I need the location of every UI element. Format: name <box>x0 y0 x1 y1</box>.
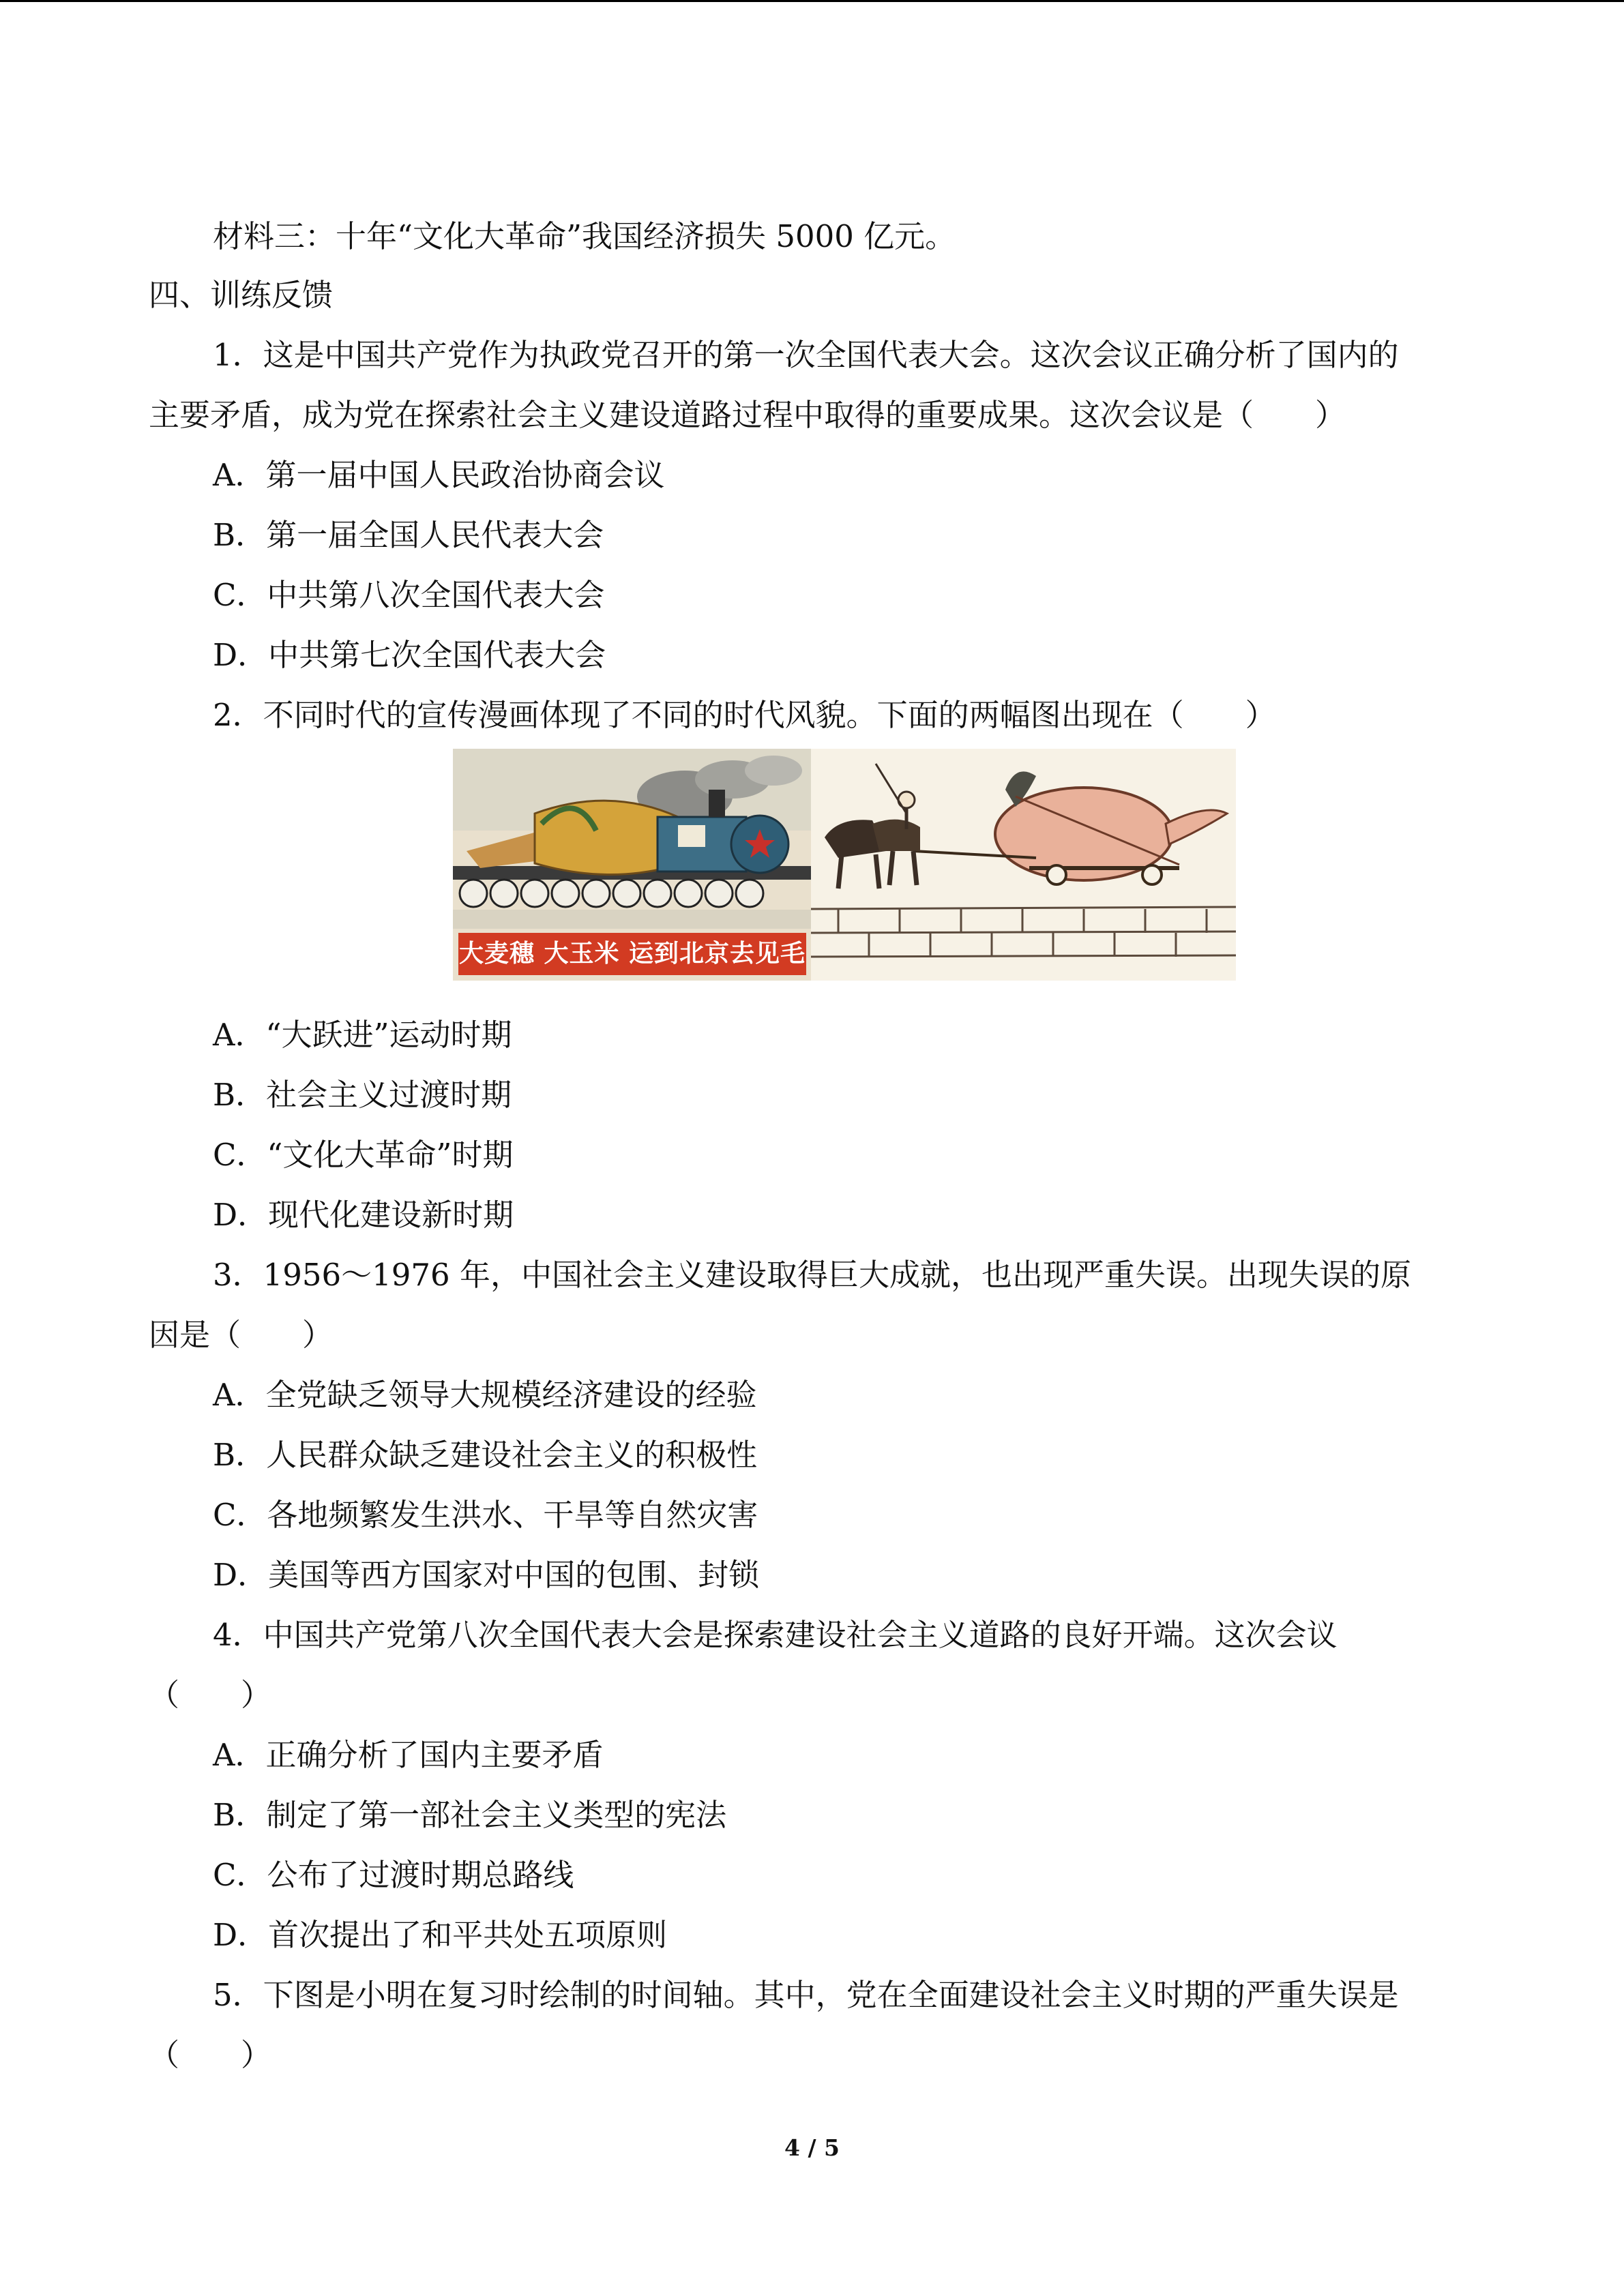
question-2-option-d: D．现代化建设新时期 <box>213 1197 514 1233</box>
question-4-line-2: （ ） <box>149 1677 272 1713</box>
oxcart-cartoon <box>811 749 1236 981</box>
question-4-option-d: D．首次提出了和平共处五项原则 <box>213 1917 668 1953</box>
question-1-option-b: B．第一届全国人民代表大会 <box>213 517 604 553</box>
question-2-option-a: A．“大跃进”运动时期 <box>213 1017 512 1053</box>
question-4-option-c: C．公布了过渡时期总路线 <box>213 1857 574 1893</box>
propaganda-cartoons <box>453 749 1236 1010</box>
question-2-option-c: C．“文化大革命”时期 <box>213 1137 514 1173</box>
question-2-option-b: B．社会主义过渡时期 <box>213 1077 512 1113</box>
train-cartoon <box>453 749 811 1010</box>
section-heading: 四、训练反馈 <box>149 277 334 313</box>
question-1-line-1: 1．这是中国共产党作为执政党召开的第一次全国代表大会。这次会议正确分析了国内的 <box>213 337 1399 373</box>
question-3-option-a: A．全党缺乏领导大规模经济建设的经验 <box>213 1377 757 1413</box>
page-top-border <box>0 0 1624 2</box>
question-3-option-d: D．美国等西方国家对中国的包围、封锁 <box>213 1557 760 1593</box>
question-3-line-2: 因是（ ） <box>149 1317 334 1353</box>
question-4-option-a: A．正确分析了国内主要矛盾 <box>213 1737 604 1773</box>
oxcart-cartoon-drawing <box>811 749 1236 981</box>
question-3-option-b: B．人民群众缺乏建设社会主义的积极性 <box>213 1437 758 1473</box>
question-1-option-a: A．第一届中国人民政治协商会议 <box>213 457 665 493</box>
question-5-line-2: （ ） <box>149 2037 272 2073</box>
question-3-option-c: C．各地频繁发生洪水、干旱等自然灾害 <box>213 1497 758 1533</box>
question-3-line-1: 3．1956～1976 年，中国社会主义建设取得巨大成就，也出现严重失误。出现失误的原 <box>213 1257 1411 1293</box>
page-number: 4 / 5 <box>784 2134 840 2161</box>
question-5-line-1: 5．下图是小明在复习时绘制的时间轴。其中，党在全面建设社会主义时期的严重失误是 <box>213 1977 1399 2013</box>
cartoon-caption: 大麦穗 大玉米 运到北京去见毛主席 <box>458 940 806 1010</box>
question-2: 2．不同时代的宣传漫画体现了不同的时代风貌。下面的两幅图出现在（ ） <box>213 697 1276 733</box>
question-1-line-2: 主要矛盾，成为党在探索社会主义建设道路过程中取得的重要成果。这次会议是（ ） <box>149 397 1346 433</box>
question-1-option-d: D．中共第七次全国代表大会 <box>213 637 606 673</box>
material-three: 材料三：十年“文化大革命”我国经济损失 5000 亿元。 <box>213 218 956 254</box>
question-4-line-1: 4．中国共产党第八次全国代表大会是探索建设社会主义道路的良好开端。这次会议 <box>213 1617 1338 1653</box>
question-4-option-b: B．制定了第一部社会主义类型的宪法 <box>213 1797 727 1833</box>
question-1-option-c: C．中共第八次全国代表大会 <box>213 577 605 613</box>
